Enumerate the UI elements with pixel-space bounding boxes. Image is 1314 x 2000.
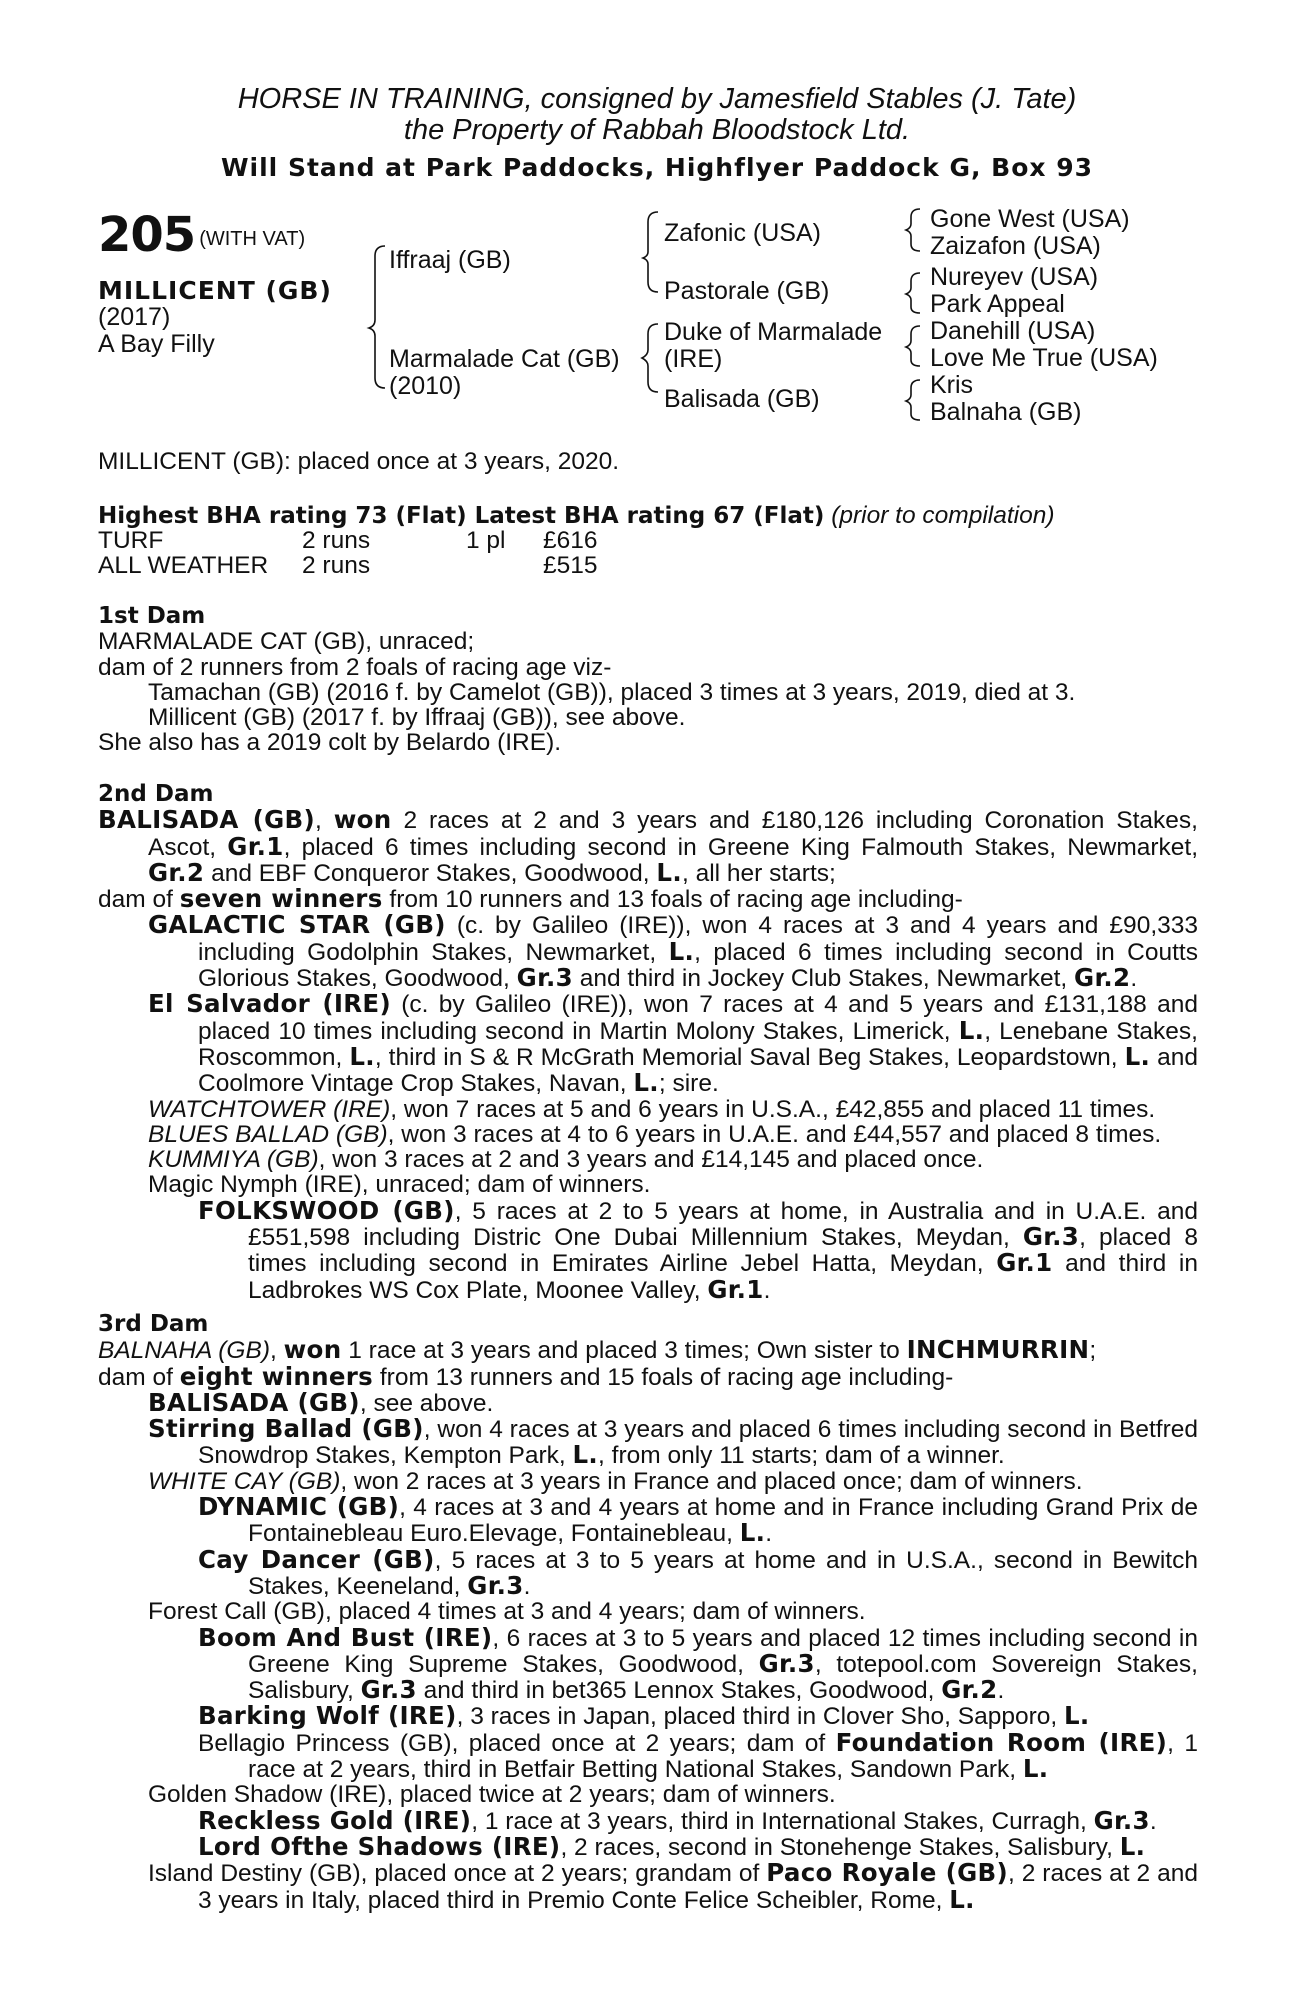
pedigree-sire-dam: Pastorale (GB): [664, 277, 830, 305]
bold-run: L.: [739, 1518, 766, 1548]
second-dam-section: [98, 782, 1198, 1303]
produce-paragraph: [98, 1782, 1198, 1807]
text-run: Bellagio Princess (GB), placed once at 2 years; dam of: [198, 1729, 836, 1757]
section-heading: 3rd Dam: [98, 1311, 209, 1337]
bold-run: Stirring Ballad (GB): [148, 1414, 424, 1444]
dam-paragraph: [98, 807, 1198, 886]
bold-run: L.: [1022, 1754, 1049, 1784]
lot-number: 205: [98, 207, 196, 263]
bold-run: BALISADA (GB): [98, 805, 315, 835]
dam-line: Millicent (GB) (2017 f. by Iffraaj (GB)), see above.: [148, 704, 686, 732]
text-run: , won 7 races at 5 and 6 years in U.S.A., £42,855 and placed 11 times.: [390, 1095, 1156, 1123]
text-run: and third in bet365 Lennox Stakes, Goodwood,: [416, 1677, 942, 1705]
text-run: .: [1149, 1807, 1157, 1835]
ratings-bold: Highest BHA rating 73 (Flat) Latest BHA rating 67 (Flat): [98, 503, 825, 529]
text-run: , 6 races at 3 to 5 years and placed 12 times including second in Greene King Supreme Stakes, Goodwood,: [248, 1624, 1198, 1678]
produce-paragraph: [98, 1622, 1198, 1705]
produce-paragraph: [98, 1387, 1198, 1417]
text-run: ;: [1089, 1337, 1097, 1365]
text-run: Forest Call (GB), placed 4 times at 3 and 4 years; dam of winners.: [148, 1598, 866, 1626]
ratings-line: [98, 503, 1198, 529]
pedigree-dam-line2: (2010): [389, 372, 462, 400]
pedigree-gen3-4: Park Appeal: [930, 290, 1065, 318]
bold-run: Gr.3: [360, 1675, 417, 1705]
text-run: .: [997, 1677, 1005, 1705]
pedigree-gen3-5: Danehill (USA): [930, 317, 1096, 345]
pedigree-gen3-8: Balnaha (GB): [930, 398, 1082, 426]
text-run: , third in S & R McGrath Memorial Saval Beg Stakes, Leopardstown,: [374, 1043, 1125, 1071]
bold-run: Gr.3: [758, 1648, 815, 1678]
produce-paragraph: [98, 1195, 1199, 1304]
text-run: dam of: [98, 886, 180, 914]
bold-run: Gr.3: [1022, 1222, 1080, 1252]
text-run: , 5 races at 3 to 5 years at home and in U.S.A., second in Bewitch Stakes, Keeneland,: [248, 1546, 1198, 1600]
text-run: Island Destiny (GB), placed once at 2 years; grandam of: [148, 1860, 767, 1888]
text-run: and third in Jockey Club Stakes, Newmarket,: [572, 965, 1075, 993]
produce-paragraph: [98, 1599, 1198, 1624]
produce-paragraph: [98, 1494, 1198, 1547]
text-run: , placed 8 times including second in Emirates Airline Jebel Hatta, Meydan,: [248, 1224, 1198, 1278]
pedigree-gen3-1: Gone West (USA): [930, 205, 1130, 233]
section-heading: 2nd Dam: [98, 781, 214, 807]
bold-run: L.: [949, 1884, 975, 1914]
race-summary: MILLICENT (GB): placed once at 3 years, 2020.: [98, 448, 620, 475]
bold-run: L.: [1119, 1831, 1146, 1861]
stats-placed: 1 pl: [466, 527, 506, 554]
produce-paragraph: [98, 1703, 1198, 1729]
text-run: .: [765, 1520, 773, 1548]
first-dam-section: [98, 604, 1198, 756]
bold-run: L.: [633, 1068, 659, 1098]
bold-run: Reckless Gold (IRE): [198, 1805, 472, 1835]
stats-runs: 2 runs: [302, 552, 371, 579]
produce-paragraph: [98, 1544, 1198, 1600]
produce-paragraph: [98, 912, 1198, 991]
italic-run: KUMMIYA (GB): [148, 1146, 319, 1174]
text-run: .: [763, 1276, 771, 1304]
produce-paragraph: [98, 1172, 1198, 1197]
bold-run: Gr.3: [1093, 1805, 1150, 1835]
pedigree-dam-dam: Balisada (GB): [664, 385, 820, 413]
text-run: and Coolmore Vintage Crop Stakes, Navan,: [198, 1043, 1198, 1098]
produce-paragraph: [98, 1416, 1198, 1469]
dam-paragraph: [98, 886, 1198, 912]
bold-run: L.: [349, 1041, 375, 1071]
bold-run: Lord Ofthe Shadows (IRE): [198, 1831, 561, 1861]
stats-row-all-weather: [98, 553, 1198, 579]
stats-row-turf: [98, 528, 1198, 554]
text-run: and EBF Conqueror Stakes, Goodwood,: [204, 859, 657, 887]
dam-line: Tamachan (GB) (2016 f. by Camelot (GB)), placed 3 times at 3 years, 2019, died at 3.: [148, 678, 1076, 706]
pedigree-dam-sire-line2: (IRE): [664, 345, 723, 373]
text-run: , 1 race at 2 years, third in Betfair Betting National Stakes, Sandown Park,: [248, 1729, 1198, 1784]
text-run: (c. by Galileo (IRE)), won 4 races at 3 and 4 years and £90,333 including Godolphin Stakes, Newmarket,: [198, 912, 1198, 966]
dam-paragraph: [98, 1337, 1198, 1363]
pedigree-gen3-3: Nureyev (USA): [930, 263, 1099, 291]
text-run: ; sire.: [658, 1070, 719, 1098]
text-run: .: [1130, 965, 1138, 993]
dam-line: MARMALADE CAT (GB), unraced;: [98, 628, 475, 656]
bold-run: seven winners: [179, 884, 383, 914]
bold-run: won: [333, 805, 392, 835]
text-run: , 5 races at 2 to 5 years at home, in Australia and in U.A.E. and £551,598 including Distric One Dubai Millennium Stakes, Meydan,: [248, 1197, 1199, 1252]
bold-run: L.: [958, 1015, 985, 1045]
produce-paragraph: [98, 1860, 1198, 1913]
produce-paragraph: [98, 1727, 1198, 1784]
text-run: , from only 11 starts; dam of a winner.: [598, 1442, 1005, 1470]
property-line: the Property of Rabbah Bloodstock Ltd.: [403, 114, 911, 146]
bold-run: L.: [668, 936, 695, 966]
consignor-line: HORSE IN TRAINING, consigned by Jamesfield Stables (J. Tate): [237, 83, 1077, 115]
bold-run: FOLKSWOOD (GB): [198, 1195, 455, 1225]
text-run: 2 races at 2 and 3 years and £180,126 including Coronation Stakes, Ascot,: [148, 807, 1198, 861]
stats-runs: 2 runs: [302, 527, 371, 554]
bold-run: Gr.3: [467, 1570, 524, 1600]
italic-run: BALNAHA (GB): [98, 1337, 270, 1365]
italic-run: WHITE CAY (GB): [148, 1467, 341, 1495]
bold-run: eight winners: [179, 1361, 374, 1391]
text-run: and third in Ladbrokes WS Cox Plate, Moonee Valley,: [248, 1250, 1198, 1304]
bold-run: Boom And Bust (IRE): [198, 1622, 493, 1652]
bold-run: Paco Royale (GB): [766, 1858, 1008, 1888]
italic-run: WATCHTOWER (IRE): [148, 1095, 391, 1123]
horse-year: (2017): [98, 303, 171, 331]
dam-line: She also has a 2019 colt by Belardo (IRE).: [98, 729, 562, 757]
stats-prize: £515: [543, 552, 598, 579]
horse-description: A Bay Filly: [98, 330, 215, 358]
bold-run: Gr.1: [707, 1274, 764, 1304]
text-run: , won 3 races at 4 to 6 years in U.A.E. and £44,557 and placed 8 times.: [387, 1120, 1162, 1148]
stats-surface: TURF: [98, 527, 164, 554]
text-run: , 2 races, second in Stonehenge Stakes, Salisbury,: [560, 1833, 1120, 1861]
text-run: , placed 6 times including second in Greene King Falmouth Stakes, Newmarket,: [283, 833, 1199, 861]
produce-paragraph: [98, 1831, 1198, 1861]
text-run: from 10 runners and 13 foals of racing age including-: [382, 886, 963, 914]
produce-paragraph: [98, 1097, 1198, 1122]
text-run: , 2 races at 2 and 3 years in Italy, placed third in Premio Conte Felice Scheibler, Rome,: [198, 1860, 1198, 1914]
bold-run: BALISADA (GB): [148, 1387, 360, 1417]
bold-run: Gr.2: [1074, 963, 1131, 993]
bold-run: INCHMURRIN: [906, 1335, 1090, 1365]
bold-run: Gr.2: [148, 857, 205, 887]
text-run: , all her starts;: [681, 859, 836, 887]
location-line: Will Stand at Park Paddocks, Highflyer Paddock G, Box 93: [220, 153, 1094, 182]
pedigree-gen3-7: Kris: [930, 371, 974, 399]
pedigree-gen3-6: Love Me True (USA): [930, 344, 1158, 372]
text-run: , Lenebane Stakes, Roscommon,: [198, 1017, 1198, 1071]
text-run: , 3 races in Japan, placed third in Clover Sho, Sapporo,: [456, 1703, 1064, 1731]
text-run: , won 2 races at 3 years in France and placed once; dam of winners.: [340, 1467, 1083, 1495]
text-run: , won 3 races at 2 and 3 years and £14,145 and placed once.: [318, 1146, 984, 1174]
stats-surface: ALL WEATHER: [98, 552, 269, 579]
bold-run: Gr.1: [996, 1248, 1053, 1278]
bold-run: Barking Wolf (IRE): [198, 1701, 457, 1731]
dam-paragraph: [98, 1361, 1198, 1391]
bold-run: L.: [1063, 1701, 1090, 1731]
section-heading: 1st Dam: [98, 603, 206, 629]
bold-run: Foundation Room (IRE): [835, 1727, 1168, 1757]
text-run: Magic Nymph (IRE), unraced; dam of winners.: [148, 1171, 651, 1199]
text-run: (c. by Galileo (IRE)), won 7 races at 4 and 5 years and £131,188 and placed 10 times including second in Martin Molony Stakes, Limerick,: [198, 991, 1198, 1045]
pedigree-dam-line1: Marmalade Cat (GB): [389, 345, 620, 373]
text-run: , 4 races at 3 and 4 years at home and in France including Grand Prix de Fontainebleau Euro.Elevage, Fontainebleau,: [248, 1494, 1198, 1548]
italic-run: BLUES BALLAD (GB): [148, 1120, 388, 1148]
bold-run: L.: [1124, 1041, 1151, 1071]
bold-run: El Salvador (IRE): [148, 989, 391, 1019]
bold-run: L.: [572, 1440, 599, 1470]
pedigree-dam-sire-line1: Duke of Marmalade: [664, 318, 883, 346]
bold-run: L.: [656, 857, 682, 887]
text-run: , 1 race at 3 years, third in International Stakes, Curragh,: [471, 1807, 1094, 1835]
produce-paragraph: [98, 991, 1198, 1096]
third-dam-section: [98, 1312, 1198, 1913]
bold-run: Gr.3: [516, 963, 573, 993]
vat-note: (WITH VAT): [199, 228, 306, 250]
text-run: Golden Shadow (IRE), placed twice at 2 years; dam of winners.: [148, 1781, 836, 1809]
bold-run: Gr.1: [227, 831, 284, 861]
text-run: , see above.: [359, 1389, 494, 1417]
dam-line: dam of 2 runners from 2 foals of racing age viz-: [98, 653, 612, 681]
text-run: from 13 runners and 15 foals of racing age including-: [373, 1363, 954, 1391]
bold-run: Gr.2: [941, 1675, 998, 1705]
pedigree-sire-sire: Zafonic (USA): [664, 219, 821, 247]
bold-run: GALACTIC STAR (GB): [148, 910, 446, 940]
text-run: , won 4 races at 3 years and placed 6 times including second in Betfred Snowdrop Stakes, Kempton Park,: [198, 1416, 1198, 1470]
pedigree-gen3-2: Zaizafon (USA): [930, 232, 1101, 260]
produce-paragraph: [98, 1805, 1198, 1835]
bold-run: won: [283, 1335, 342, 1365]
text-run: 1 race at 3 years and placed 3 times; Own sister to: [341, 1337, 907, 1365]
horse-name: MILLICENT (GB): [98, 276, 332, 305]
produce-paragraph: [98, 1147, 1198, 1172]
text-run: ,: [315, 807, 334, 835]
produce-paragraph: [98, 1122, 1198, 1147]
stats-prize: £616: [543, 527, 598, 554]
text-run: dam of: [98, 1363, 180, 1391]
text-run: ,: [270, 1337, 284, 1365]
pedigree-sire: Iffraaj (GB): [389, 246, 511, 274]
text-run: , placed 6 times including second in Coutts Glorious Stakes, Goodwood,: [198, 938, 1198, 993]
bold-run: Cay Dancer (GB): [198, 1544, 435, 1574]
ratings-note: (prior to compilation): [831, 502, 1055, 529]
text-run: .: [523, 1572, 531, 1600]
text-run: , totepool.com Sovereign Stakes, Salisbury,: [248, 1650, 1198, 1705]
produce-paragraph: [98, 1469, 1198, 1494]
bold-run: DYNAMIC (GB): [198, 1492, 400, 1522]
